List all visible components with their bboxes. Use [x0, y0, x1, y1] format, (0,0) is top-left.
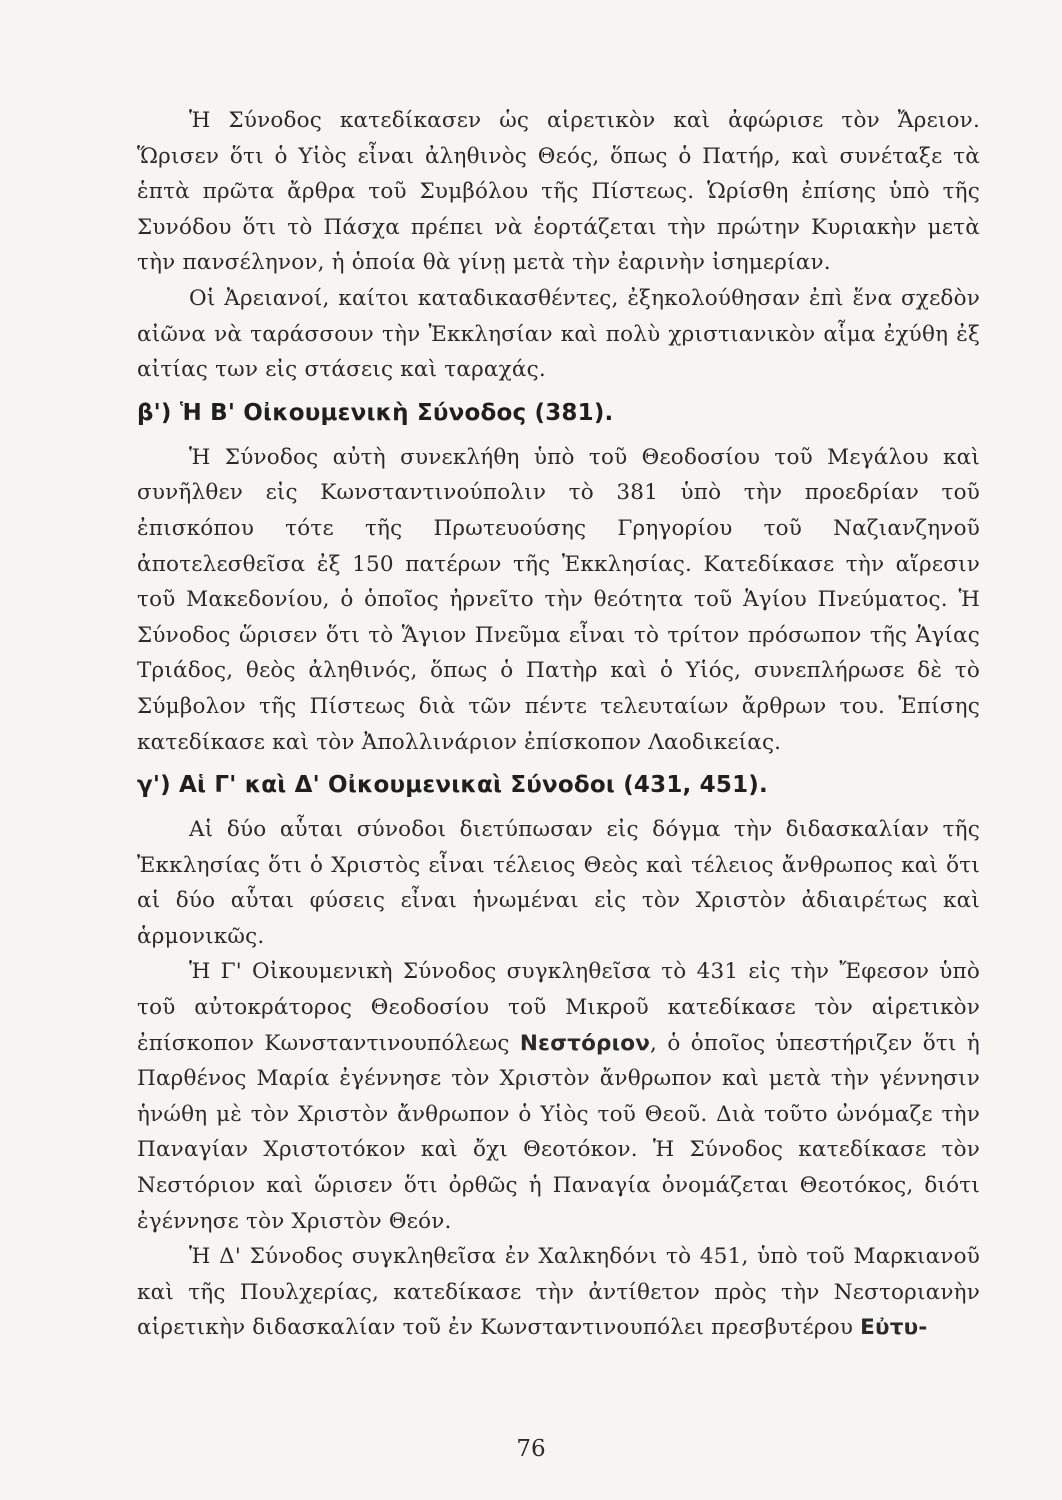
body-text [137, 103, 980, 1346]
page-number: 76 [516, 1436, 546, 1462]
nestorius-name: Νεστόριον [519, 1030, 651, 1056]
paragraph-fourth-council [137, 1239, 980, 1346]
eutyches-name: Εὐτυ- [860, 1315, 928, 1341]
paragraph-third-council-text-a: Ἡ Γ' Οἰκουμενικὴ Σύνοδος συγκληθεῖσα τὸ 431 εἰς τὴν Ἔφεσον ὑπὸ τοῦ αὐτοκράτορος Θεοδοσίου τοῦ Μικροῦ κατεδίκασε τὸν αἱρετικὸν ἐπίσκοπον Κωνσταντινουπόλεως [137, 959, 980, 1056]
section-heading-second-council: β') Ἡ Β' Οἰκουμενικὴ Σύνοδος (381). [137, 399, 614, 426]
paragraph-christ-two-natures: Αἱ δύο αὗται σύνοδοι διετύπωσαν εἰς δόγμα τὴν διδασκαλίαν τῆς Ἐκκλησίας ὅτι ὁ Χριστὸς εἶναι τέλειος Θεὸς καὶ τέλειος ἄνθρωπος καὶ ὅτι αἱ δύο αὗται φύσεις εἶναι ἡνωμέναι εἰς τὸν Χριστὸν ἀδιαιρέτως καὶ ἁρμονικῶς. [137, 817, 980, 949]
paragraph-third-council [137, 954, 980, 1239]
paragraph-fourth-council-text: Ἡ Δ' Σύνοδος συγκληθεῖσα ἐν Χαλκηδόνι τὸ 451, ὑπὸ τοῦ Μαρκιανοῦ καὶ τῆς Πουλχερίας, κατεδίκασε τὴν ἀντίθετον πρὸς τὴν Νεστοριανὴν αἱρετικὴν διδασκαλίαν τοῦ ἐν Κωνσταντινουπόλει πρεσβυτέρου [137, 1244, 980, 1341]
paragraph-second-council: Ἡ Σύνοδος αὐτὴ συνεκλήθη ὑπὸ τοῦ Θεοδοσίου τοῦ Μεγάλου καὶ συνῆλθεν εἰς Κωνσταντινούπολιν τὸ 381 ὑπὸ τὴν προεδρίαν τοῦ ἐπισκόπου τότε τῆς Πρωτευούσης Γρηγορίου τοῦ Ναζιανζηνοῦ ἀποτελεσθεῖσα ἐξ 150 πατέρων τῆς Ἐκκλησίας. Κατεδίκασε τὴν αἵρεσιν τοῦ Μακεδονίου, ὁ ὁποῖος ἠρνεῖτο τὴν θεότητα τοῦ Ἁγίου Πνεύματος. Ἡ Σύνοδος ὥρισεν ὅτι τὸ Ἅγιον Πνεῦμα εἶναι τὸ τρίτον πρόσωπον τῆς Ἁγίας Τριάδος, θεὸς ἀληθινός, ὅπως ὁ Πατὴρ καὶ ὁ Υἱός, συνεπλήρωσε δὲ τὸ Σύμβολον τῆς Πίστεως διὰ τῶν πέντε τελευταίων ἄρθρων του. Ἐπίσης κατεδίκασε καὶ τὸν Ἀπολλινάριον ἐπίσκοπον Λαοδικείας. [137, 444, 980, 755]
paragraph-third-council-text-b: , ὁ ὁποῖος ὑπεστήριζεν ὅτι ἡ Παρθένος Μαρία ἐγέννησε τὸν Χριστὸν ἄνθρωπον καὶ μετὰ τὴν γέννησιν ἡνώθη μὲ τὸν Χριστὸν ἄνθρωπον ὁ Υἱὸς τοῦ Θεοῦ. Διὰ τοῦτο ὠνόμαζε τὴν Παναγίαν Χριστοτόκον καὶ ὄχι Θεοτόκον. Ἡ Σύνοδος κατεδίκασε τὸν Νεστόριον καὶ ὥρισεν ὅτι ὀρθῶς ἡ Παναγία ὀνομάζεται Θεοτόκος, διότι ἐγέννησε τὸν Χριστὸν Θεόν. [137, 1030, 980, 1234]
section-heading-third-fourth-councils: γ') Αἱ Γ' καὶ Δ' Οἰκουμενικαὶ Σύνοδοι (431, 451). [137, 772, 768, 799]
paragraph-first-council-condemnation: Ἡ Σύνοδος κατεδίκασεν ὡς αἱρετικὸν καὶ ἀφώρισε τὸν Ἄρειον. Ὥρισεν ὅτι ὁ Υἱὸς εἶναι ἀληθινὸς Θεός, ὅπως ὁ Πατήρ, καὶ συνέταξε τὰ ἑπτὰ πρῶτα ἄρθρα τοῦ Συμβόλου τῆς Πίστεως. Ὡρίσθη ἐπίσης ὑπὸ τῆς Συνόδου ὅτι τὸ Πάσχα πρέπει νὰ ἑορτάζεται τὴν πρώτην Κυριακὴν μετὰ τὴν πανσέληνον, ἡ ὁποία θὰ γίνῃ μετὰ τὴν ἐαρινὴν ἰσημερίαν. [137, 108, 980, 276]
paragraph-arians: Οἱ Ἀρειανοί, καίτοι καταδικασθέντες, ἐξηκολούθησαν ἐπὶ ἕνα σχεδὸν αἰῶνα νὰ ταράσσουν τὴν Ἐκκλησίαν καὶ πολὺ χριστιανικὸν αἷμα ἐχύθη ἐξ αἰτίας των εἰς στάσεις καὶ ταραχάς. [137, 285, 980, 383]
